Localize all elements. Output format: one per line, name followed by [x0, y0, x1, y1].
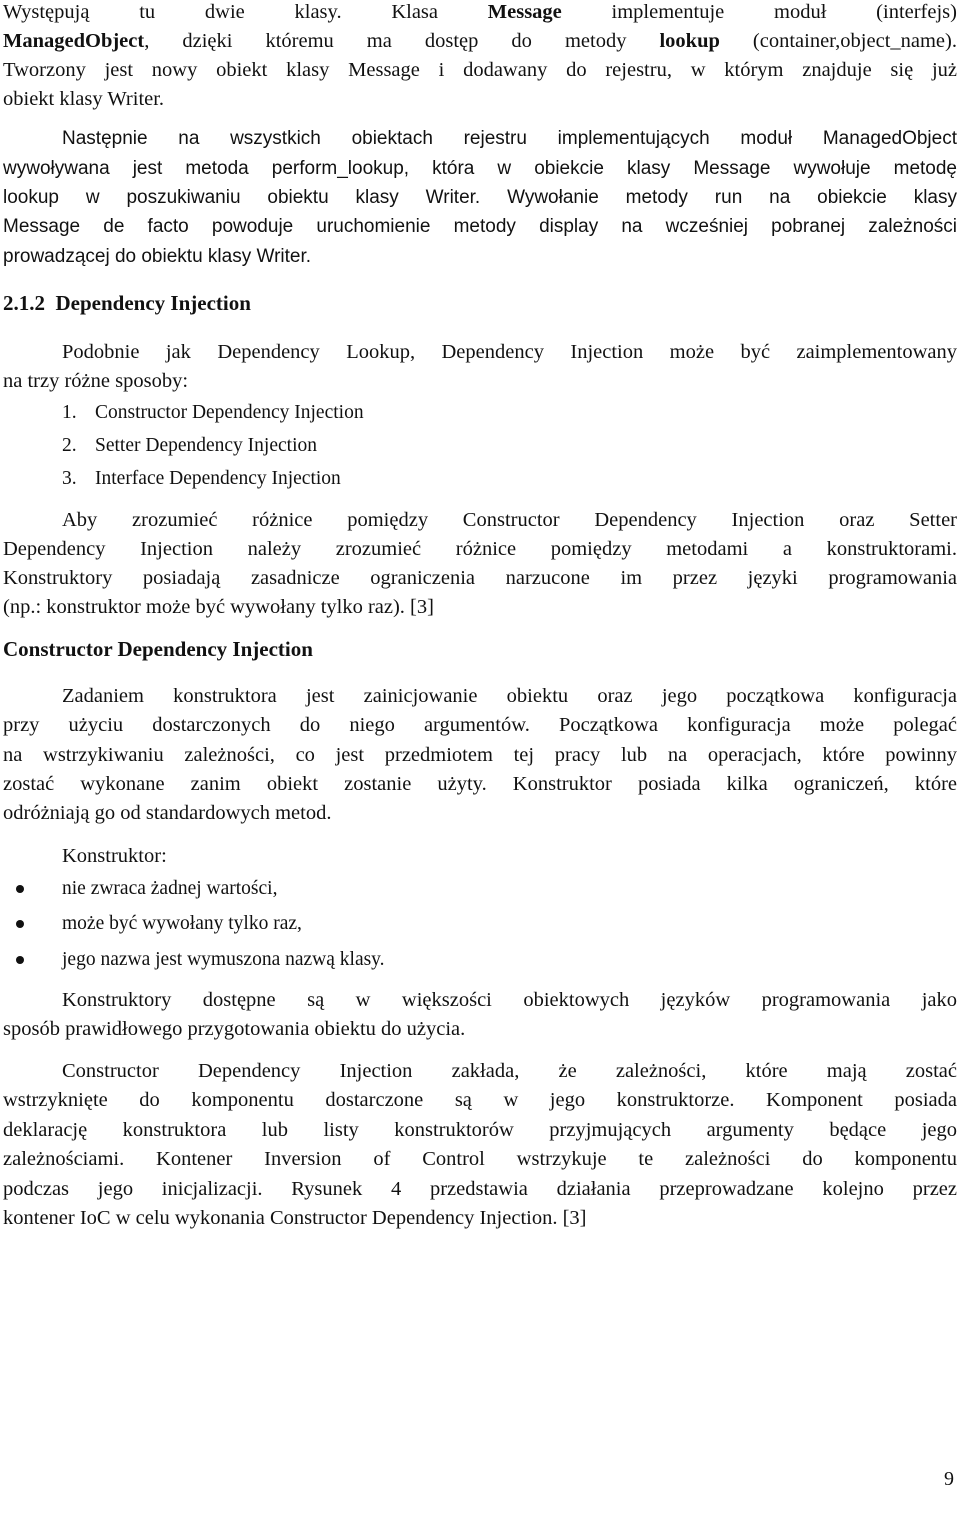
paragraph-7-line: deklarację konstruktora lub listy konstruktorów przyjmujących argumenty będące jego: [3, 1119, 957, 1141]
paragraph-2-line: Message de facto powoduje uruchomienie metody display na wcześniej pobranej zależności: [3, 216, 957, 237]
page-number: 9: [944, 1468, 954, 1490]
paragraph-7-line: kontener IoC w celu wykonania Constructor Dependency Injection. [3]: [3, 1207, 587, 1229]
paragraph-5-line: na wstrzykiwaniu zależności, co jest przedmiotem tej pracy lub na operacjach, które powinny: [3, 744, 957, 766]
paragraph-4-line: Konstruktory posiadają zasadnicze ograniczenia narzucone im przez języki programowania: [3, 567, 957, 589]
paragraph-1-line: Występują tu dwie klasy. Klasa Message implementuje moduł (interfejs): [3, 1, 957, 23]
paragraph-2-line: lookup w poszukiwaniu obiektu klasy Writer. Wywołanie metody run na obiekcie klasy: [3, 187, 957, 208]
list-item-number: 3.: [62, 468, 77, 489]
paragraph-7-line: zależnościami. Kontener Inversion of Control wstrzykuje te zależności do komponentu: [3, 1148, 957, 1170]
list-item-number: 1.: [62, 402, 77, 423]
paragraph-5-line: przy użyciu dostarczonych do niego argumentów. Początkowa konfiguracja może polegać: [3, 714, 957, 736]
paragraph-1-line: obiekt klasy Writer.: [3, 88, 165, 110]
paragraph-2-line: prowadzącej do obiektu klasy Writer.: [3, 246, 312, 267]
paragraph-2-line: wywoływana jest metoda perform_lookup, która w obiekcie klasy Message wywołuje metodę: [3, 158, 957, 179]
list-item: Setter Dependency Injection: [95, 435, 317, 456]
paragraph-5-line: zostać wykonane zanim obiekt zostanie użyty. Konstruktor posiada kilka ograniczeń, które: [3, 773, 957, 795]
bullet-item: może być wywołany tylko raz,: [62, 913, 302, 934]
section-title: Dependency Injection: [55, 291, 251, 315]
list-item: Constructor Dependency Injection: [95, 402, 364, 423]
bullet-icon: [16, 885, 24, 893]
paragraph-1-line: ManagedObject, dzięki któremu ma dostęp do metody lookup (container,object_name).: [3, 30, 957, 52]
paragraph-4-line: Dependency Injection należy zrozumieć różnice pomiędzy metodami a konstruktorami.: [3, 538, 957, 560]
paragraph-3-line: na trzy różne sposoby:: [3, 370, 189, 392]
section-heading: [3, 288, 957, 318]
paragraph-6-line: sposób prawidłowego przygotowania obiektu do użycia.: [3, 1018, 466, 1040]
section-number: 2.1.2: [3, 291, 45, 315]
paragraph-6-line: Konstruktory dostępne są w większości obiektowych języków programowania jako: [62, 989, 957, 1011]
subheading: Constructor Dependency Injection: [3, 637, 313, 661]
bullet-item: jego nazwa jest wymuszona nazwą klasy.: [62, 949, 385, 970]
list-item-number: 2.: [62, 435, 77, 456]
paragraph-5-line: Zadaniem konstruktora jest zainicjowanie obiektu oraz jego początkowa konfiguracja: [62, 685, 957, 707]
bullet-item: nie zwraca żadnej wartości,: [62, 878, 278, 899]
paragraph-4-line: (np.: konstruktor może być wywołany tylko raz). [3]: [3, 596, 434, 618]
paragraph-4-line: Aby zrozumieć różnice pomiędzy Constructor Dependency Injection oraz Setter: [62, 509, 957, 531]
paragraph-7-line: podczas jego inicjalizacji. Rysunek 4 przedstawia działania przeprowadzane kolejno przez: [3, 1178, 957, 1200]
list-item: Interface Dependency Injection: [95, 468, 341, 489]
bullet-icon: [16, 920, 24, 928]
paragraph-5-line: odróżniają go od standardowych metod.: [3, 802, 332, 824]
paragraph-7-line: wstrzyknięte do komponentu dostarczone są w jego konstruktorze. Komponent posiada: [3, 1089, 957, 1111]
paragraph-1-line: Tworzony jest nowy obiekt klasy Message i dodawany do rejestru, w którym znajduje się już: [3, 59, 957, 81]
paragraph-7-line: Constructor Dependency Injection zakłada, że zależności, które mają zostać: [62, 1060, 957, 1082]
paragraph-2-line: Następnie na wszystkich obiektach rejestru implementujących moduł ManagedObject: [62, 128, 957, 149]
constructor-label: Konstruktor:: [62, 845, 167, 867]
bullet-icon: [16, 956, 24, 964]
paragraph-3-line: Podobnie jak Dependency Lookup, Dependency Injection może być zaimplementowany: [62, 341, 957, 363]
